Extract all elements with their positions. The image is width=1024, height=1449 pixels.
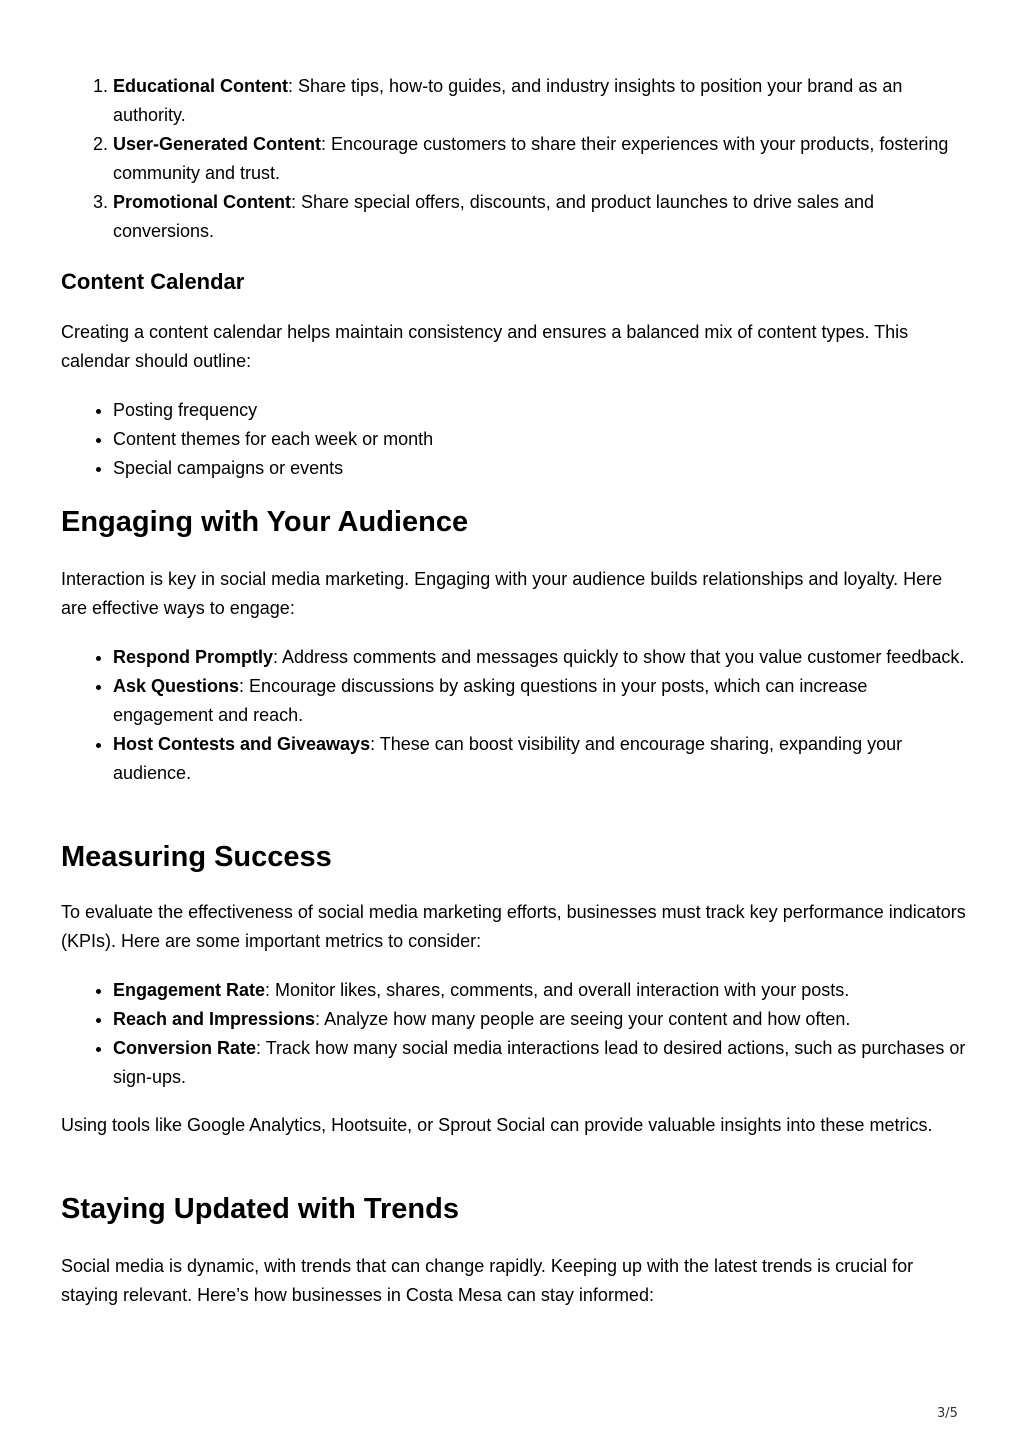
item-text: : Encourage customers to share their experiences with your products, fostering community and trust. (113, 134, 949, 183)
item-text: : These can boost visibility and encourage sharing, expanding your audience. (113, 734, 903, 783)
item-text: : Address comments and messages quickly to show that you value customer feedback. (273, 647, 965, 667)
content-types-list (61, 72, 966, 246)
item-title: Educational Content (113, 76, 288, 96)
item-title: Reach and Impressions (113, 1009, 316, 1029)
list-item: • Content themes for each week or month (113, 425, 966, 454)
list-item (113, 1005, 966, 1034)
item-text: : Track how many social media interactions lead to desired actions, such as purchases or sign-ups. (113, 1038, 966, 1087)
list-item (113, 188, 966, 246)
trends-intro: Social media is dynamic, with trends that can change rapidly. Keeping up with the latest trends is crucial for staying relevant. Here’s how businesses in Costa Mesa can stay informed: (61, 1256, 914, 1305)
item-title: Promotional Content (113, 192, 291, 212)
item-text: : Share special offers, discounts, and product launches to drive sales and conversions. (113, 192, 875, 241)
content-calendar-intro: Creating a content calendar helps maintain consistency and ensures a balanced mix of content types. This calendar should outline: (61, 322, 909, 371)
content-calendar-heading: Content Calendar (61, 269, 245, 294)
measuring-intro: To evaluate the effectiveness of social media marketing efforts, businesses must track key performance indicators (KPIs). Here are some important metrics to consider: (61, 902, 966, 951)
engaging-heading: Engaging with Your Audience (61, 506, 469, 538)
list-item (113, 730, 966, 788)
list-item: • Special campaigns or events (113, 454, 966, 483)
item-title: Ask Questions (113, 676, 240, 696)
item-title: Engagement Rate (113, 980, 266, 1000)
page-number: 3/5 (937, 1406, 958, 1421)
list-item (113, 643, 966, 672)
item-title: User-Generated Content (113, 134, 322, 154)
list-item (113, 672, 966, 730)
item-text: : Encourage discussions by asking questions in your posts, which can increase engagement and reach. (113, 676, 868, 725)
item-text: : Analyze how many people are seeing your content and how often. (315, 1009, 851, 1029)
item-title: Respond Promptly (113, 647, 274, 667)
item-title: Conversion Rate (113, 1038, 257, 1058)
engaging-intro: Interaction is key in social media marketing. Engaging with your audience builds relationships and loyalty. Here are effective ways to engage: (61, 569, 943, 618)
measuring-heading: Measuring Success (61, 841, 332, 873)
item-text: : Monitor likes, shares, comments, and overall interaction with your posts. (265, 980, 850, 1000)
list-item (113, 130, 966, 188)
measuring-outro: Using tools like Google Analytics, Hootsuite, or Sprout Social can provide valuable insights into these metrics. (61, 1115, 933, 1135)
trends-heading: Staying Updated with Trends (61, 1193, 459, 1225)
list-item (113, 976, 966, 1005)
list-item (113, 72, 966, 130)
item-text: : Share tips, how-to guides, and industry insights to position your brand as an authority. (113, 76, 903, 125)
measuring-list (61, 976, 966, 1092)
list-item: • Posting frequency (113, 396, 966, 425)
list-item (113, 1034, 966, 1092)
engaging-list (61, 643, 966, 788)
content-calendar-list (61, 396, 966, 483)
item-title: Host Contests and Giveaways (113, 734, 371, 754)
